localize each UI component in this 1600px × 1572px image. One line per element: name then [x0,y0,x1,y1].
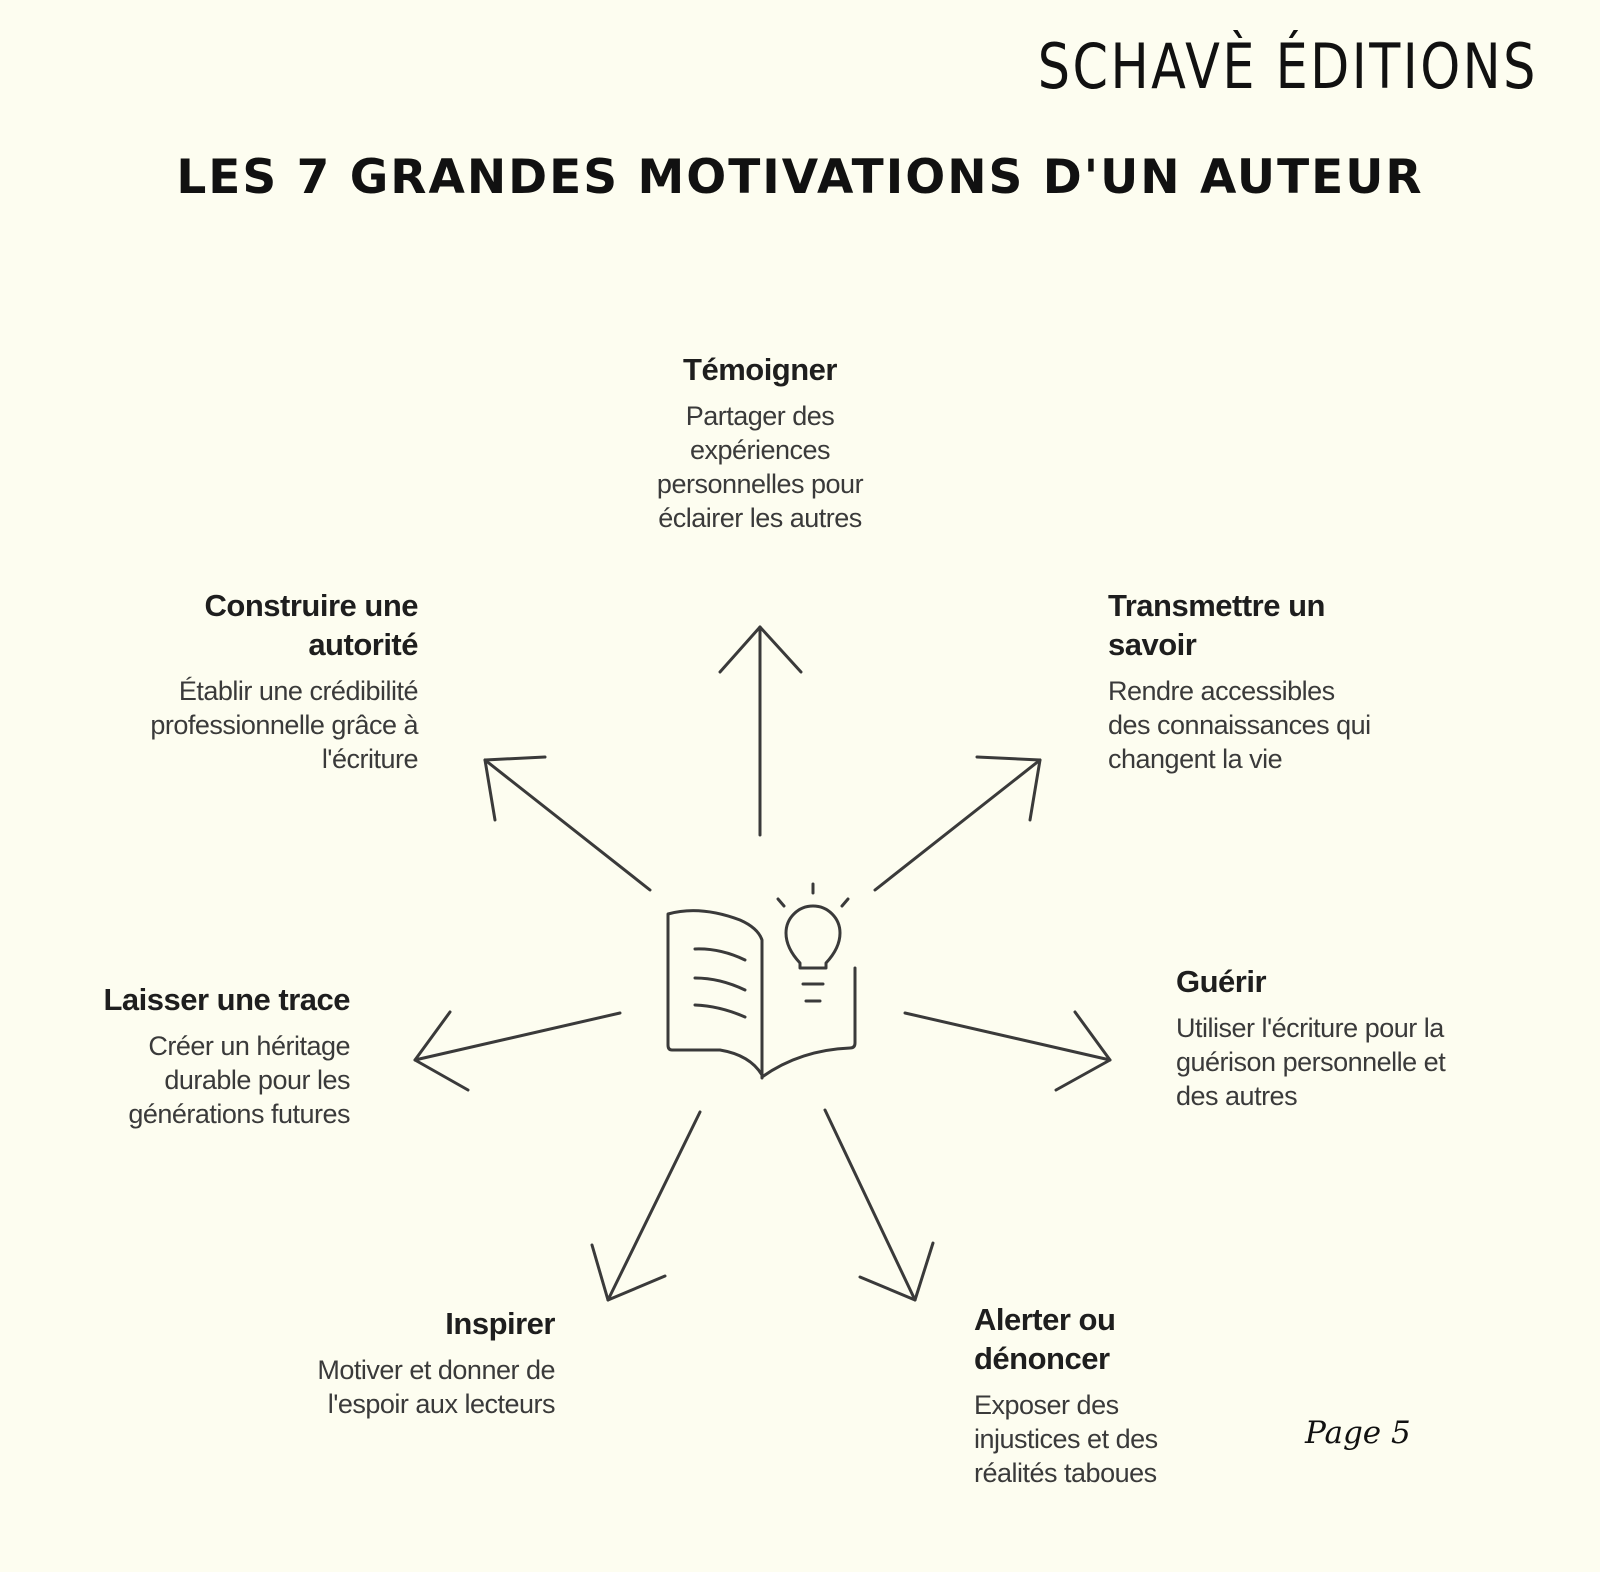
motivation-alerter [974,1300,1214,1490]
motivation-transmettre [1108,586,1398,776]
motivation-title: Guérir [1176,964,1267,999]
motivation-description: Utiliser l'écriture pour la guérison personnelle et des autres [1176,1013,1446,1111]
arrow-transmettre [875,757,1040,890]
motivation-title: Construire une autorité [204,588,418,662]
motivation-description: Partager des expériences personnelles pour éclairer les autres [656,401,864,533]
motivation-title: Laisser une trace [103,982,350,1017]
motivation-autorite [108,586,418,776]
motivation-inspirer [255,1304,555,1421]
brand-logo: SCHAVÈ ÉDITIONS [1037,30,1538,103]
arrow-temoigner [720,627,801,835]
arrow-inspirer [592,1112,700,1300]
arrow-laisser-trace [415,1012,620,1090]
motivation-title: Transmettre un savoir [1108,588,1325,662]
open-book-icon [668,911,855,1078]
page-title: LES 7 GRANDES MOTIVATIONS D'UN AUTEUR [176,150,1424,205]
motivation-laisser-trace [60,980,350,1131]
motivation-title: Témoigner [683,352,837,387]
page-number: Page 5 [1305,1415,1411,1451]
motivation-description: Rendre accessibles des connaissances qui changent la vie [1108,676,1371,774]
motivation-title: Alerter ou dénoncer [974,1302,1116,1376]
motivation-description: Motiver et donner de l'espoir aux lecteurs [317,1355,555,1419]
arrow-alerter [825,1110,933,1300]
arrow-guerir [905,1012,1110,1090]
arrow-autorite [485,757,650,890]
motivation-description: Exposer des injustices et des réalités taboues [974,1390,1158,1488]
motivation-description: Créer un héritage durable pour les générations futures [128,1031,350,1129]
motivation-description: Établir une crédibilité professionnelle grâce à l'écriture [150,676,418,774]
motivation-title: Inspirer [445,1306,555,1341]
lightbulb-icon [778,884,848,1001]
motivation-guerir [1176,962,1476,1113]
motivation-temoigner [610,350,910,535]
